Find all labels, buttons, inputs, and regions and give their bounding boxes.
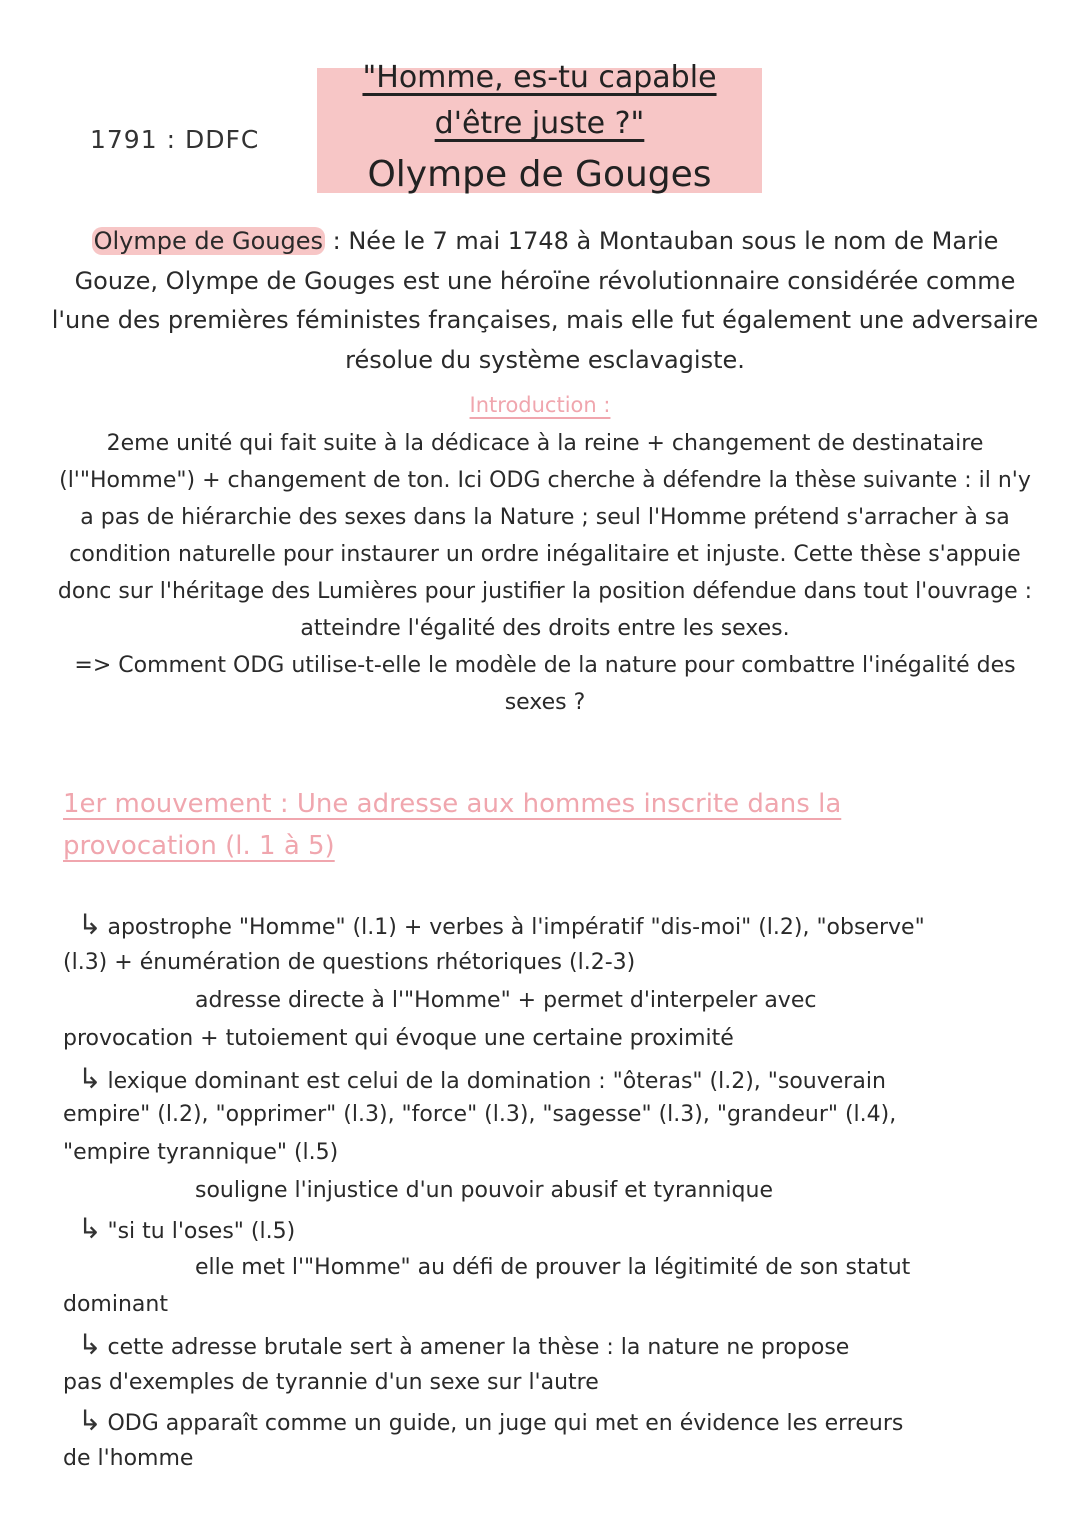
note-line: de l'homme <box>63 1446 194 1471</box>
note-line: adresse directe à l'"Homme" + permet d'interpeler avec <box>195 988 817 1013</box>
note-line: elle met l'"Homme" au défi de prouver la légitimité de son statut <box>195 1255 911 1280</box>
quote-line-2: d'être juste ?" <box>434 106 645 141</box>
introduction-heading: Introduction : <box>469 393 611 417</box>
introduction-text: 2eme unité qui fait suite à la dédicace à la reine + changement de destinataire (l'"Homme") + changement de ton. Ici ODG cherche à défendre la thèse suivante : il n'y a pas de hiérarchie des sexes dans la Nature ; seul l'Homme prétend s'arracher à sa condition naturelle pour instaurer un ordre inégalitaire et injuste. Cette thèse s'appuie donc sur l'héritage des Lumières pour justifier la position défendue dans tout l'ouvrage : atteindre l'égalité des droits entre les sexes. <box>57 431 1033 641</box>
movement-1-heading: 1er mouvement : Une adresse aux hommes inscrite dans la provocation (l. 1 à 5) <box>63 789 842 861</box>
bio-name-highlight: Olympe de Gouges <box>93 227 323 255</box>
note-line: dominant <box>63 1292 168 1317</box>
note-line: ↳ cette adresse brutale sert à amener la thèse : la nature ne propose <box>78 1328 850 1361</box>
arrow-icon: ↳ <box>78 1404 102 1437</box>
note-line: pas d'exemples de tyrannie d'un sexe sur l'autre <box>63 1370 599 1395</box>
quote-line-1: "Homme, es-tu capable <box>362 60 717 95</box>
arrow-icon: ↳ <box>78 908 102 941</box>
problematic-question: => Comment ODG utilise-t-elle le modèle de la nature pour combattre l'inégalité des sexes ? <box>74 653 1016 715</box>
author-title: Olympe de Gouges <box>367 154 712 195</box>
note-line: (l.3) + énumération de questions rhétoriques (l.2-3) <box>63 950 636 975</box>
note-line: "empire tyrannique" (l.5) <box>63 1140 339 1165</box>
note-line: ↳ apostrophe "Homme" (l.1) + verbes à l'impératif "dis-moi" (l.2), "observe" <box>78 908 925 941</box>
note-line: ↳ ODG apparaît comme un guide, un juge qui met en évidence les erreurs <box>78 1404 904 1437</box>
note-line: empire" (l.2), "opprimer" (l.3), "force" (l.3), "sagesse" (l.3), "grandeur" (l.4), <box>63 1102 897 1127</box>
arrow-icon: ↳ <box>78 1062 102 1095</box>
bio-text: : Née le 7 mai 1748 à Montauban sous le nom de Marie Gouze, Olympe de Gouges est une héroïne révolutionnaire considérée comme l'une des premières féministes françaises, mais elle fut également une adversaire résolue du système esclavagiste. <box>51 227 1039 374</box>
biography-paragraph <box>50 222 1040 380</box>
arrow-icon: ↳ <box>78 1212 102 1245</box>
introduction-paragraph <box>50 425 1040 721</box>
note-line: ↳ "si tu l'oses" (l.5) <box>78 1212 296 1245</box>
note-line: provocation + tutoiement qui évoque une certaine proximité <box>63 1026 734 1051</box>
note-line: ↳ lexique dominant est celui de la domination : "ôteras" (l.2), "souverain <box>78 1062 886 1095</box>
note-line: souligne l'injustice d'un pouvoir abusif et tyrannique <box>195 1178 773 1203</box>
arrow-icon: ↳ <box>78 1328 102 1361</box>
date-label: 1791 : DDFC <box>90 125 260 154</box>
